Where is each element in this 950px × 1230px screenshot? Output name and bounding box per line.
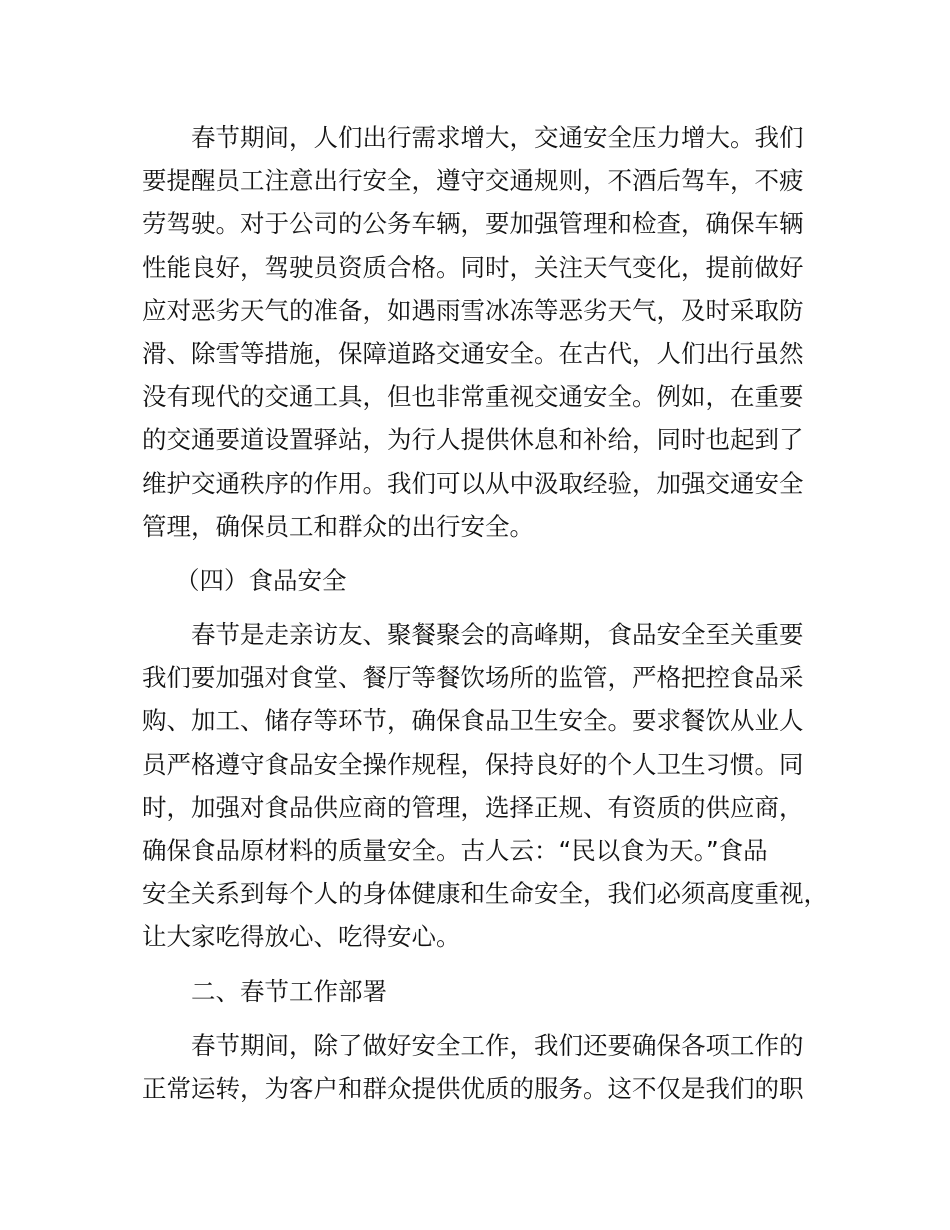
section-heading-work-deployment: 二、春节工作部署 [191,976,387,1006]
document-page [142,116,832,1121]
text-line: 维护交通秩序的作用。我们可以从中汲取经验，加强交通安全 [142,468,804,498]
text-line: 让大家吃得放心、吃得安心。 [142,922,461,952]
text-line: 春节期间，人们出行需求增大，交通安全压力增大。我们 [191,123,804,152]
text-line: 安全关系到每个人的身体健康和生命安全，我们必须高度重视， [142,879,828,909]
text-line: 要提醒员工注意出行安全，遵守交通规则，不酒后驾车，不疲 [142,166,804,196]
text-line: 劳驾驶。对于公司的公务车辆，要加强管理和检查，确保车辆 [142,209,804,239]
section-heading-food-safety: （四）食品安全 [175,565,347,595]
paragraph-food-safety [142,613,832,959]
text-line: 员严格遵守食品安全操作规程，保持良好的个人卫生习惯。同 [142,749,804,779]
text-line: 正常运转，为客户和群众提供优质的服务。这不仅是我们的职 [142,1073,804,1103]
text-line: 性能良好，驾驶员资质合格。同时，关注天气变化，提前做好 [142,252,804,282]
text-line: 时，加强对食品供应商的管理，选择正规、有资质的供应商， [142,792,804,822]
text-line: 滑、除雪等措施，保障道路交通安全。在古代，人们出行虽然 [142,338,804,368]
text-line: 我们要加强对食堂、餐厅等餐饮场所的监管，严格把控食品采 [142,663,804,693]
text-line: 春节是走亲访友、聚餐聚会的高峰期，食品安全至关重要 [191,620,804,650]
text-line: 春节期间，除了做好安全工作，我们还要确保各项工作的 [191,1030,804,1060]
paragraph-work-deployment [142,1024,832,1110]
text-line: 没有现代的交通工具，但也非常重视交通安全。例如，在重要 [142,382,804,412]
paragraph-traffic-safety [142,116,832,548]
text-line: 管理，确保员工和群众的出行安全。 [142,511,534,541]
text-line: 的交通要道设置驿站，为行人提供休息和补给，同时也起到了 [142,425,804,455]
text-line: 确保食品原材料的质量安全。古人云：“民以食为天。”食品 [142,836,768,865]
text-line: 应对恶劣天气的准备，如遇雨雪冰冻等恶劣天气，及时采取防 [142,295,804,325]
text-line: 购、加工、储存等环节，确保食品卫生安全。要求餐饮从业人 [142,706,804,736]
